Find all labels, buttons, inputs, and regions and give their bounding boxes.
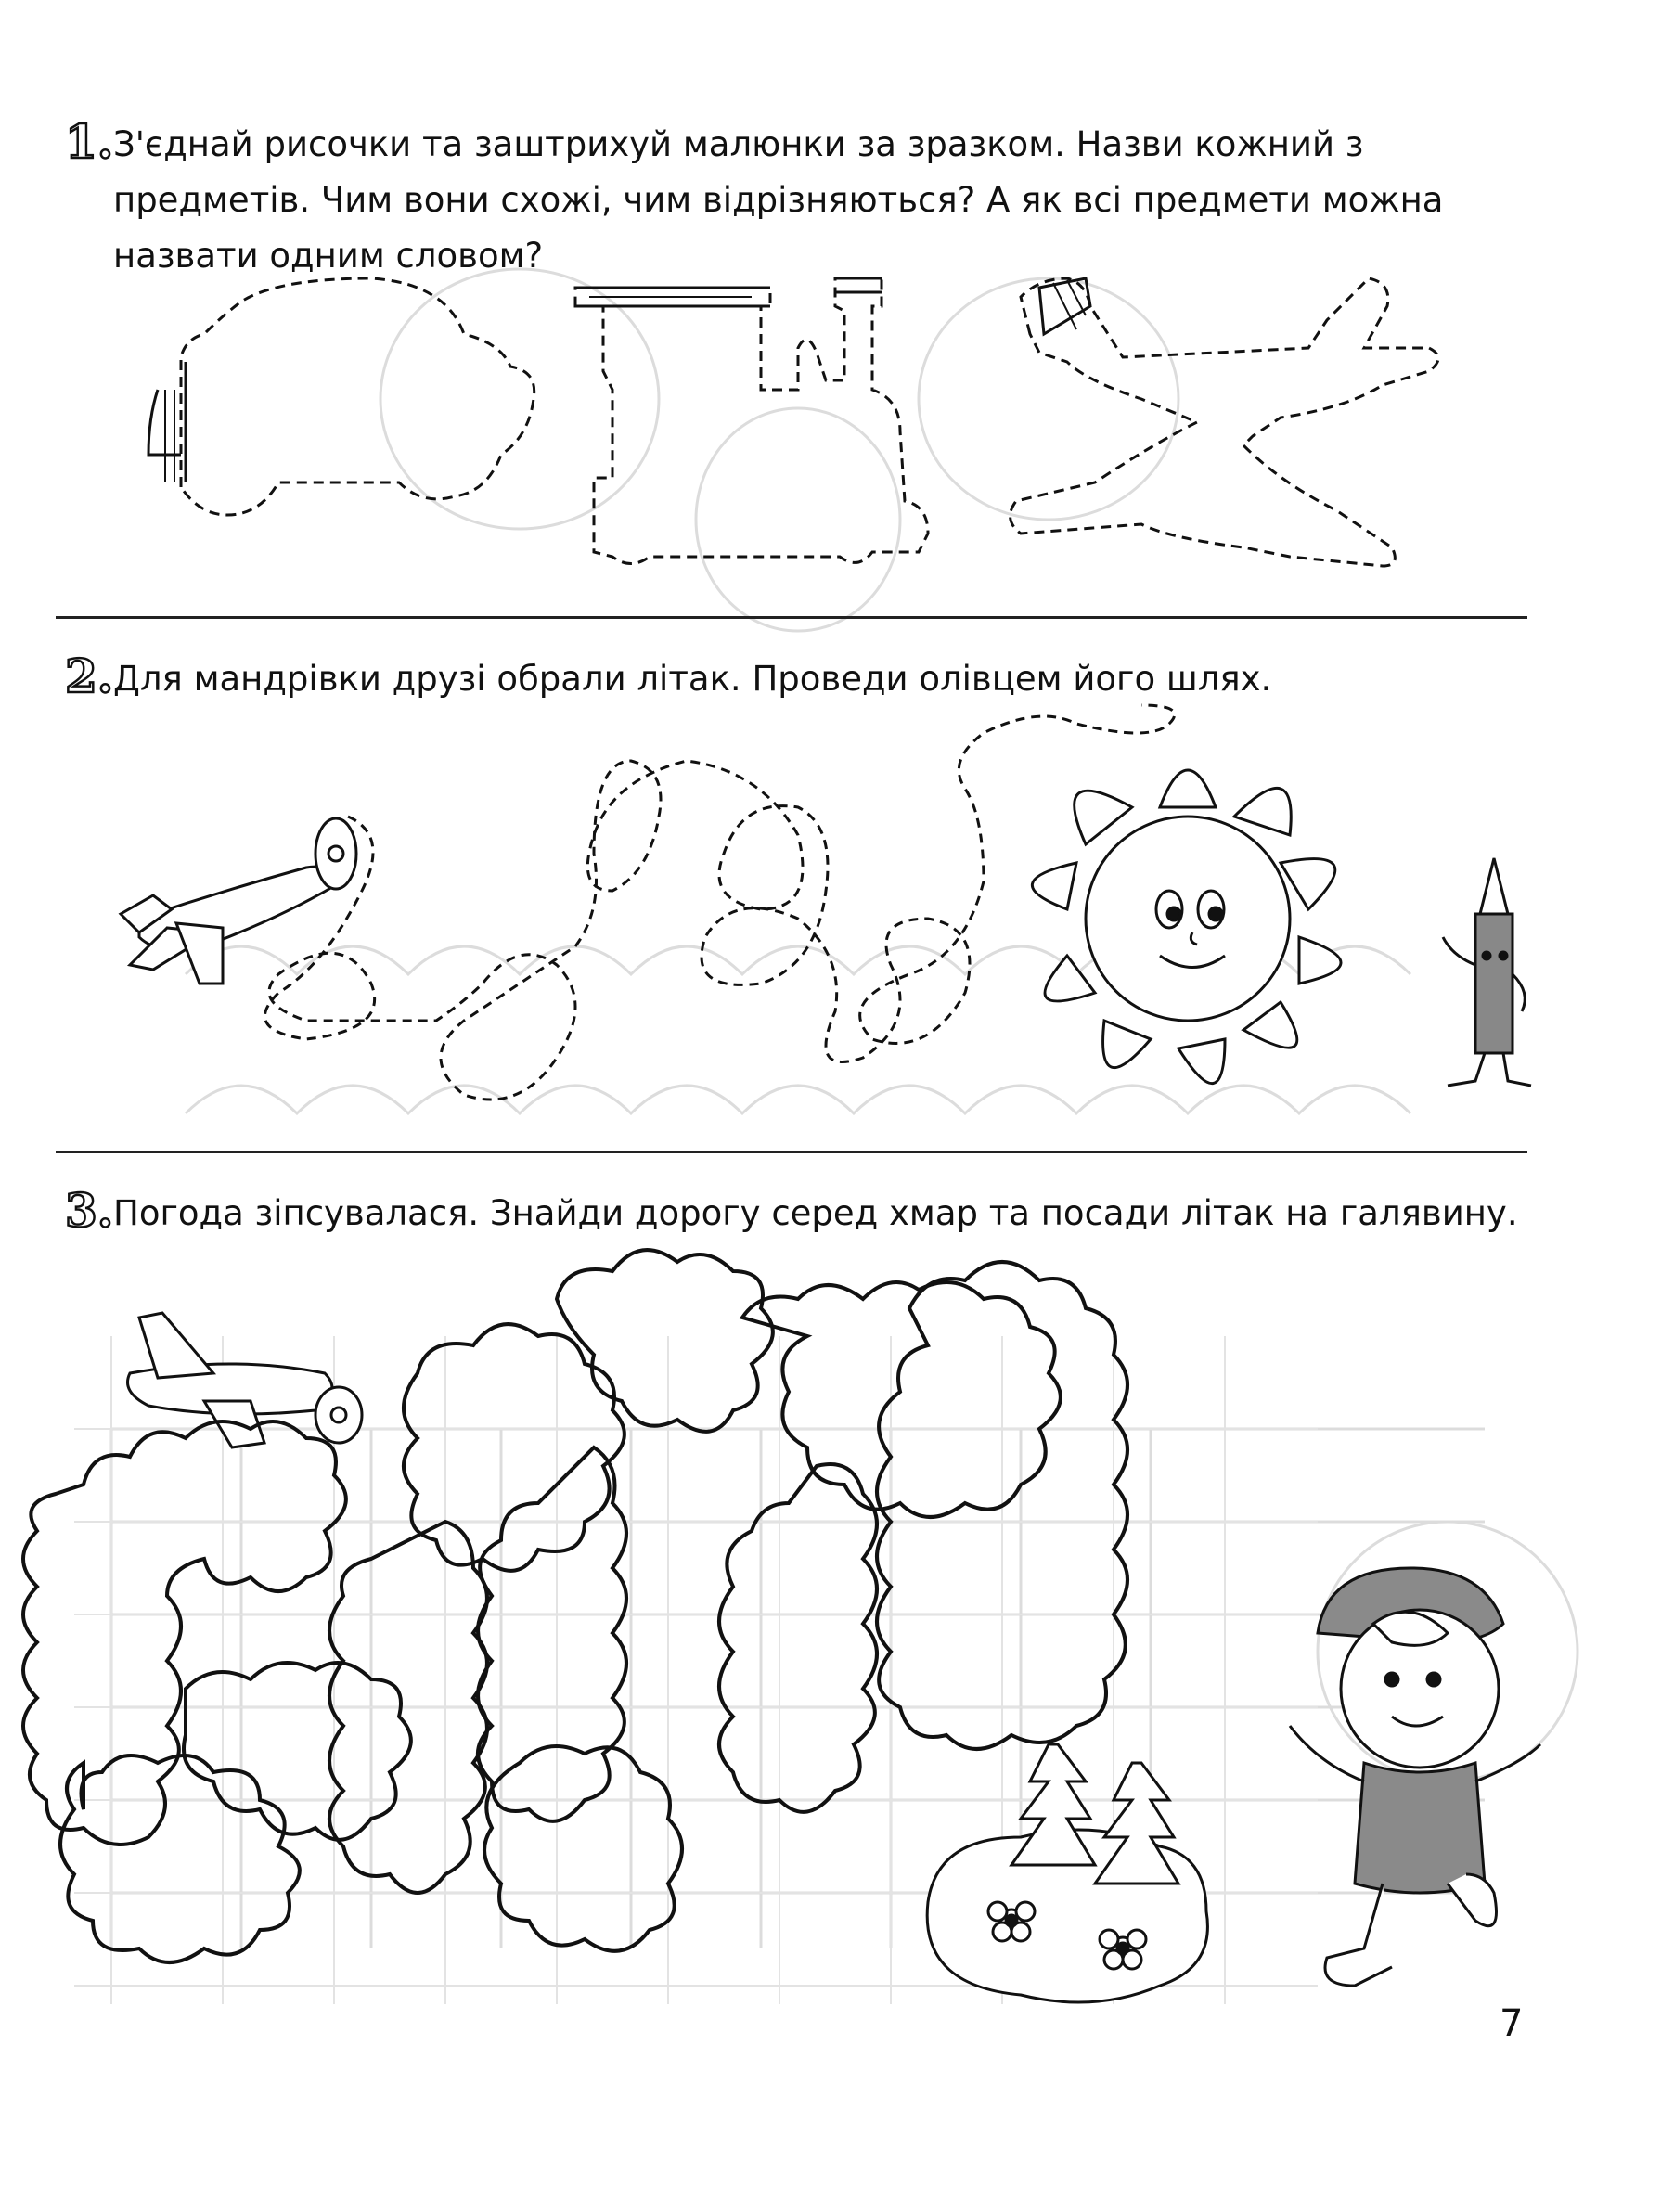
meadow-with-trees-icon[interactable] bbox=[927, 1744, 1207, 2002]
task-number: 1. bbox=[65, 114, 114, 169]
page-number: 7 bbox=[1500, 2002, 1524, 2045]
task-instruction: З'єднай рисочки та заштрихуй малюнки за зразком. Назви кожний з предметів. Чим вони схожі, чим відрізняються? А як всі предмети можна назвати одним словом? bbox=[113, 124, 1444, 276]
task-number: 2. bbox=[65, 649, 114, 703]
task-number: 3. bbox=[65, 1183, 114, 1238]
task-instruction: Погода зіпсувалася. Знайди дорогу серед хмар та посади літак на галявину. bbox=[113, 1193, 1518, 1233]
boy-character-icon[interactable] bbox=[1290, 1568, 1540, 1986]
task-instruction: Для мандрівки друзі обрали літак. Проведи олівцем його шлях. bbox=[113, 659, 1272, 699]
